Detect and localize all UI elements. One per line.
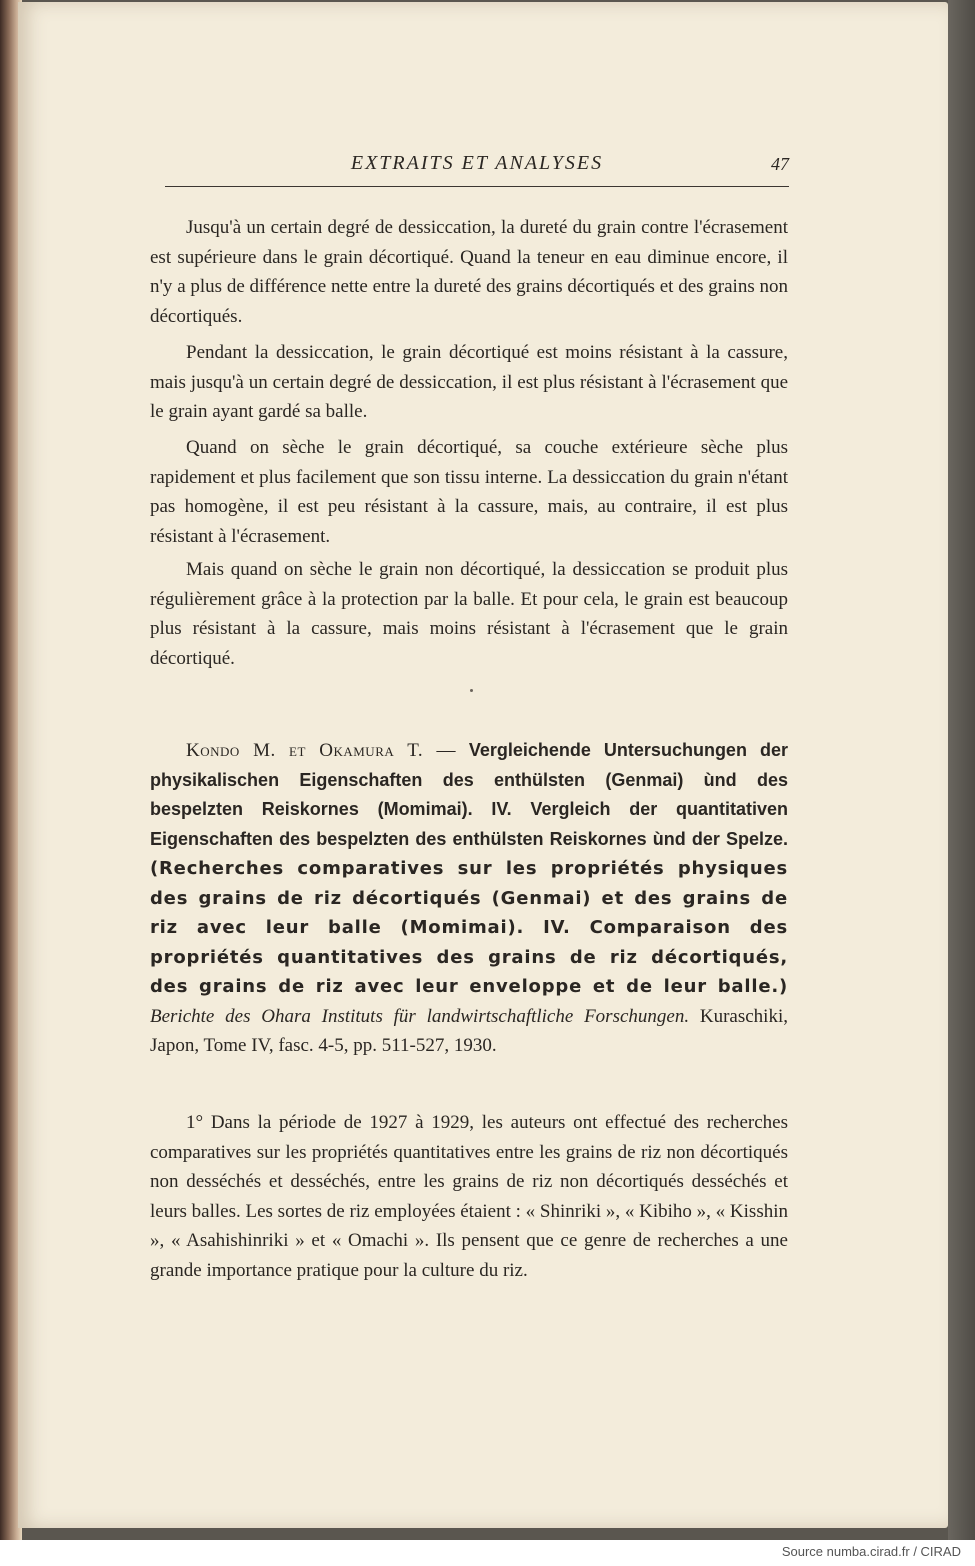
running-header	[165, 148, 789, 192]
paragraph-text: Pendant la dessiccation, le grain décortiqué est moins résistant à la cassure, mais jusqu'à un certain degré de dessiccation, il est plus résistant à l'écrasement que le grain ayant gardé sa balle.	[150, 342, 788, 422]
citation-french-title: (Recherches comparatives sur les propriétés physiques des grains de riz décortiqués (Genmai) et des grains de riz avec leur balle (Momimai). IV. Comparaison des propriétés quantitatives des grains de riz décortiqués, des grains de riz avec leur enveloppe et de leur balle.)	[150, 858, 788, 997]
paragraph-4	[150, 555, 788, 673]
section-separator-dot	[470, 689, 473, 692]
citation-text	[150, 736, 788, 1061]
header-rule	[165, 186, 789, 187]
header-title: EXTRAITS ET ANALYSES	[350, 152, 604, 174]
paragraph-text: Quand on sèche le grain décortiqué, sa couche extérieure sèche plus rapidement et plus facilement que son tissu interne. La dessiccation du grain n'étant pas homogène, il est peu résistant à la cassure, mais, au contraire, il est plus résistant à l'écrasement.	[150, 437, 788, 547]
citation-journal: Berichte des Ohara Instituts für landwirtschaftliche Forschungen.	[150, 1005, 690, 1027]
paragraph-text: Mais quand on sèche le grain non décortiqué, la dessiccation se produit plus régulièrement grâce à la protection par la balle. Et pour cela, le grain est beaucoup plus résistant à la cassure, mais moins résistant à l'écrasement que le grain décortiqué.	[150, 559, 788, 669]
paragraph-3	[150, 433, 788, 551]
citation-german-title: Vergleichende Untersuchungen der physikalischen Eigenschaften des enthülsten (Genmai) ùnd des bespelzten Reiskornes (Momimai). IV. Vergleich der quantitativen Eigenschaften des bespelzten des enthülsten Reiskornes ùnd der Spelze.	[150, 740, 789, 849]
source-attribution: Source numba.cirad.fr / CIRAD	[781, 1544, 961, 1559]
citation-authors: Kondo M. et Okamura T. —	[186, 740, 456, 761]
paragraph-text: Jusqu'à un certain degré de dessiccation, la dureté du grain contre l'écrasement est supérieure dans le grain décortiqué. Quand la teneur en eau diminue encore, il n'y a plus de différence nette entre la dureté des grains décortiqués et des grains non décortiqués.	[150, 217, 788, 327]
bibliographic-citation	[150, 736, 788, 1061]
scan-right-border	[948, 0, 975, 1540]
paragraph-1	[150, 213, 788, 331]
paragraph-2	[150, 338, 788, 427]
page-number: 47	[771, 154, 789, 174]
citation-details: Kuraschiki, Japon, Tome IV, fasc. 4-5, pp. 511-527, 1930.	[150, 1005, 788, 1056]
paragraph-5	[150, 1108, 788, 1285]
paragraph-text: 1° Dans la période de 1927 à 1929, les auteurs ont effectué des recherches comparatives sur les propriétés quantitatives entre les grains de riz non décortiqués non desséchés et desséchés, entre les grains de riz non décortiqués desséchés et leurs balles. Les sortes de riz employées étaient : « Shinriki », « Kibiho », « Kisshin », « Asahishinriki » et « Omachi ». Ils pensent que ce genre de recherches a une grande importance pratique pour la culture du riz.	[150, 1112, 788, 1281]
